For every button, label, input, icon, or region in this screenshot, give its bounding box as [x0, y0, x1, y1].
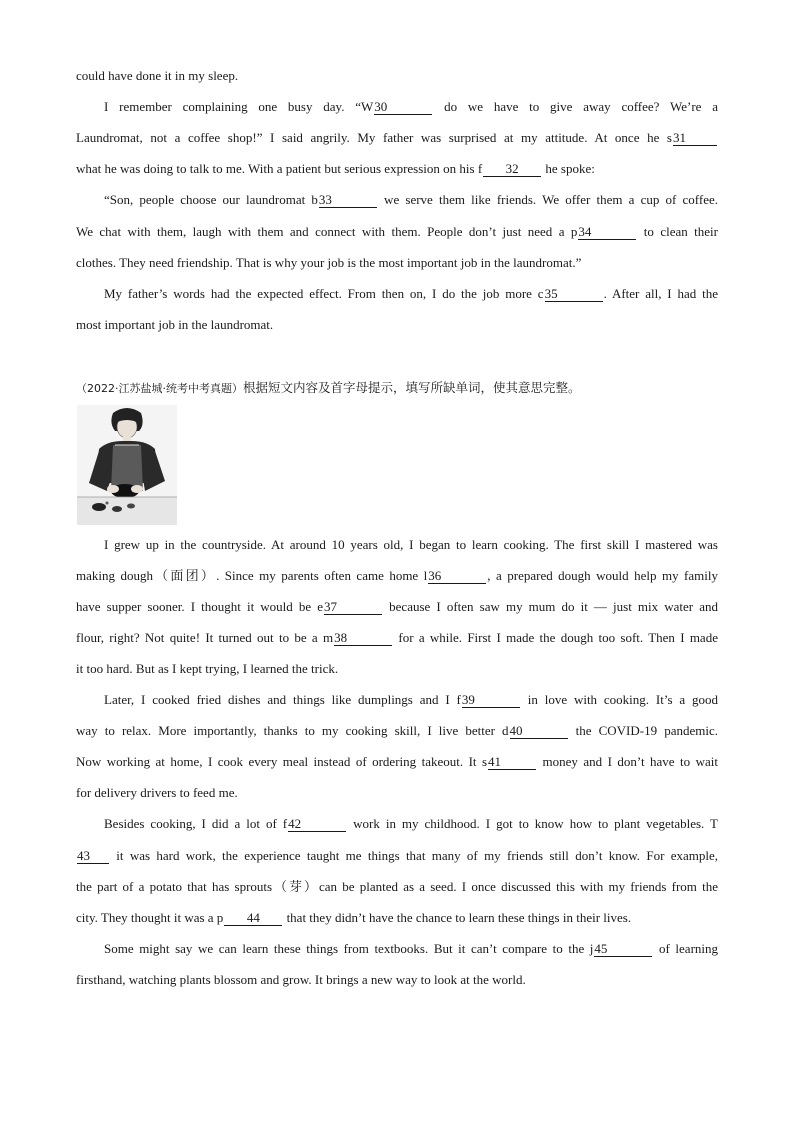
- text-line: Now working at home, I cook every meal instead of ordering takeout. It s41 money and I don’t have to wait: [76, 754, 718, 769]
- text-line: I remember complaining one busy day. “W30 do we have to give away coffee? We’re a: [104, 99, 718, 114]
- text-line: for delivery drivers to feed me.: [76, 785, 238, 800]
- blank-39[interactable]: 39: [462, 693, 520, 708]
- text-line: Later, I cooked fried dishes and things like dumplings and I f39 in love with cooking. It’s a good: [104, 692, 718, 707]
- text-line: flour, right? Not quite! It turned out to be a m38 for a while. First I made the dough too soft. Then I made: [76, 630, 718, 645]
- text-line: making dough（面团）. Since my parents often came home l36 , a prepared dough would help my family: [76, 568, 718, 583]
- blank-37[interactable]: 37: [324, 600, 382, 615]
- text-line: firsthand, watching plants blossom and grow. It brings a new way to look at the world.: [76, 972, 526, 987]
- text-line: city. They thought it was a p 44 that they didn’t have the chance to learn these things in their lives.: [76, 910, 632, 925]
- text-line: I grew up in the countryside. At around 10 years old, I began to learn cooking. The first skill I mastered was: [104, 537, 718, 552]
- blank-34[interactable]: 34: [578, 225, 636, 240]
- blank-44[interactable]: 44: [224, 911, 282, 926]
- text-line: it too hard. But as I kept trying, I learned the trick.: [76, 661, 339, 676]
- blank-30[interactable]: 30: [374, 100, 432, 115]
- blank-38[interactable]: 38: [334, 631, 392, 646]
- text-line: 43 it was hard work, the experience taught me things that many of my friends still don’t know. For example,: [77, 848, 718, 863]
- text-line: Laundromat, not a coffee shop!” I said angrily. My father was surprised at my attitude. At once he s31: [76, 129, 718, 147]
- text-line: Some might say we can learn these things from textbooks. But it can’t compare to the j45 of learning: [104, 941, 719, 956]
- text-line: We chat with them, laugh with them and connect with them. People don’t just need a p34 to clean their: [76, 224, 718, 239]
- exercise-instruction: 根据短文内容及首字母提示，填写所缺单词，使其意思完整。: [243, 380, 581, 395]
- exercise-source: （2022·江苏盐城·统考中考真题）: [76, 382, 243, 395]
- exercise-heading: [76, 379, 716, 398]
- illustration-icon: [77, 405, 177, 525]
- blank-36[interactable]: 36: [428, 569, 486, 584]
- text-line: My father’s words had the expected effect. From then on, I do the job more c35 . After all, I had the: [104, 286, 718, 301]
- person-kneading-dough-illustration: [77, 405, 177, 525]
- text-line: Besides cooking, I did a lot of f42 work in my childhood. I got to know how to plant vegetables. T: [104, 816, 718, 831]
- text-line: could have done it in my sleep.: [76, 68, 239, 83]
- text-line: clothes. They need friendship. That is why your job is the most important job in the laundromat.”: [76, 255, 582, 270]
- blank-32[interactable]: 32: [483, 162, 541, 177]
- blank-33[interactable]: 33: [319, 193, 377, 208]
- text-line: way to relax. More importantly, thanks to my cooking skill, I live better d40 the COVID-19 pandemic.: [76, 723, 718, 738]
- blank-43[interactable]: 43: [77, 849, 109, 864]
- blank-31[interactable]: 31: [673, 131, 717, 146]
- blank-35[interactable]: 35: [545, 287, 603, 302]
- blank-45[interactable]: 45: [594, 942, 652, 957]
- text-line: have supper sooner. I thought it would be e37 because I often saw my mum do it — just mix water and: [76, 599, 718, 614]
- text-line: most important job in the laundromat.: [76, 317, 274, 332]
- text-line: the part of a potato that has sprouts（芽）can be planted as a seed. I once discussed this with my friends from the: [76, 879, 718, 894]
- text-line: what he was doing to talk to me. With a patient but serious expression on his f 32 he spoke:: [76, 161, 595, 176]
- blank-42[interactable]: 42: [288, 817, 346, 832]
- blank-41[interactable]: 41: [488, 755, 536, 770]
- text-line: “Son, people choose our laundromat b33 we serve them like friends. We offer them a cup of coffee.: [104, 192, 718, 207]
- blank-40[interactable]: 40: [510, 724, 568, 739]
